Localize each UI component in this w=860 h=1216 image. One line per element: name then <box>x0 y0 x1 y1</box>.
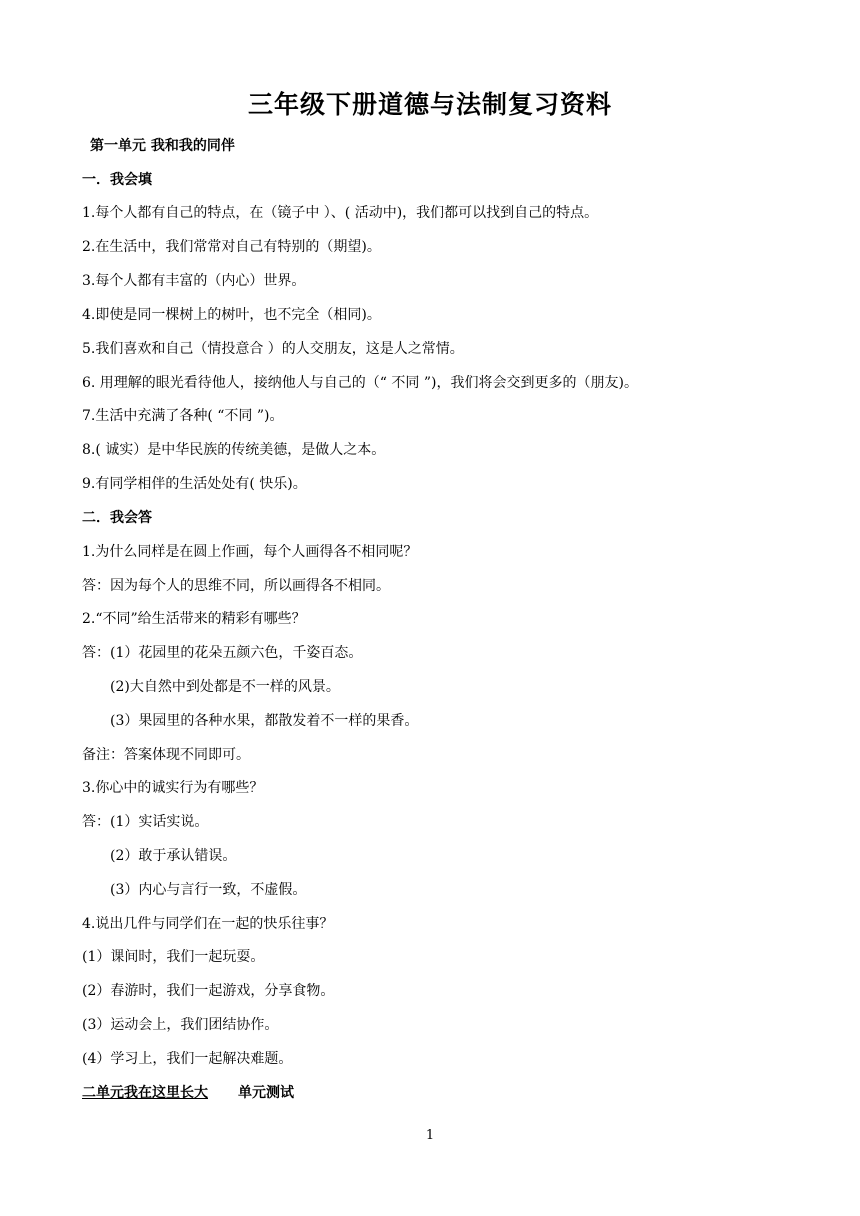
unit2-heading <box>82 1083 294 1103</box>
question: 2.“不同”给生活带来的精彩有哪些？ <box>82 611 306 627</box>
fill-item: 1.每个人都有自己的特点，在（镜子中 ）、( 活动中)，我们都可以找到自己的特点。 <box>82 205 599 221</box>
fill-item: 7.生活中充满了各种( “不同 ”)。 <box>82 408 284 424</box>
fill-item: 4.即使是同一棵树上的树叶，也不完全（相同)。 <box>82 307 381 323</box>
fill-item: 6. 用理解的眼光看待他人，接纳他人与自己的（“ 不同 ”)，我们将会交到更多的（朋友)。 <box>82 375 638 391</box>
question: 3.你心中的诚实行为有哪些？ <box>82 780 264 796</box>
page-title: 三年级下册道德与法制复习资料 <box>247 90 612 119</box>
answer: (4）学习上，我们一起解决难题。 <box>82 1051 293 1067</box>
answer: (3）果园里的各种水果，都散发着不一样的果香。 <box>110 713 419 729</box>
answer: (3）运动会上，我们团结协作。 <box>82 1017 279 1033</box>
note: 备注：答案体现不同即可。 <box>82 747 250 763</box>
answer: (2）春游时，我们一起游戏，分享食物。 <box>82 983 335 999</box>
answer: (3）内心与言行一致，不虚假。 <box>110 882 307 898</box>
page-number: 1 <box>425 1128 435 1143</box>
unit2-title: 二单元我在这里长大 <box>82 1085 208 1101</box>
fill-item: 9.有同学相伴的生活处处有( 快乐)。 <box>82 476 307 492</box>
question: 4.说出几件与同学们在一起的快乐往事？ <box>82 916 334 932</box>
fill-item: 8.( 诚实）是中华民族的传统美德，是做人之本。 <box>82 442 386 458</box>
section-heading-answer: 二．我会答 <box>82 510 152 526</box>
fill-item: 5.我们喜欢和自己（情投意合 ）的人交朋友，这是人之常情。 <box>82 341 464 357</box>
fill-item: 3.每个人都有丰富的（内心）世界。 <box>82 273 306 289</box>
unit2-test: 单元测试 <box>238 1085 294 1101</box>
answer: 答：(1）花园里的花朵五颜六色，千姿百态。 <box>82 645 363 661</box>
unit-heading: 第一单元 我和我的同伴 <box>90 138 235 154</box>
question: 1.为什么同样是在圆上作画，每个人画得各不相同呢？ <box>82 544 418 560</box>
answer: (1）课间时，我们一起玩耍。 <box>82 949 265 965</box>
answer: 答：因为每个人的思维不同，所以画得各不相同。 <box>82 578 390 594</box>
answer: (2）敢于承认错误。 <box>110 848 237 864</box>
answer: 答：(1）实话实说。 <box>82 814 209 830</box>
section-heading-fill: 一．我会填 <box>82 172 152 188</box>
answer: (2)大自然中到处都是不一样的风景。 <box>110 679 340 695</box>
fill-item: 2.在生活中，我们常常对自己有特别的（期望)。 <box>82 239 381 255</box>
